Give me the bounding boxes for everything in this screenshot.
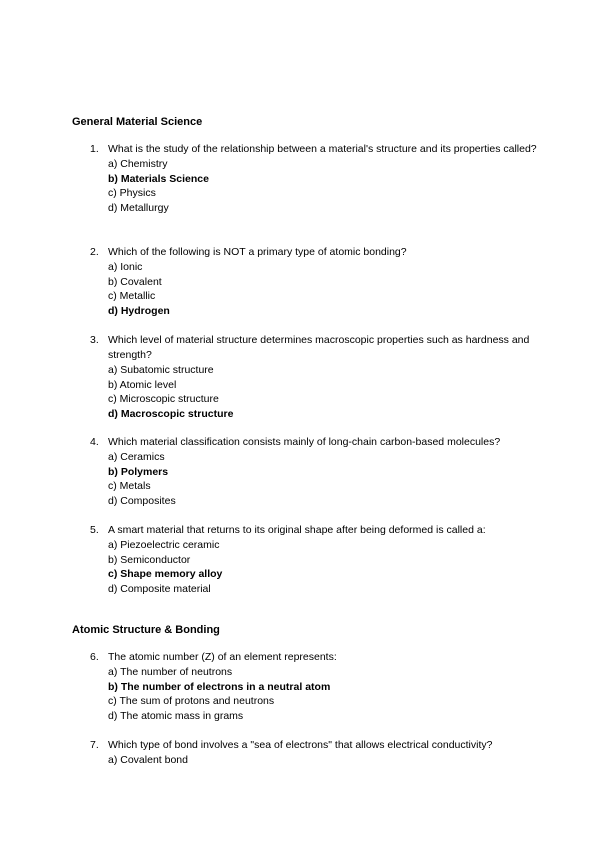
question-text: Which material classification consists mainly of long-chain carbon-based molecules? — [108, 436, 501, 448]
question-3 — [90, 333, 540, 421]
correct-option: d) Hydrogen — [108, 304, 170, 317]
option: a) Ionic — [108, 261, 143, 273]
question-number: 5. — [90, 524, 99, 536]
option: a) Ceramics — [108, 451, 165, 463]
correct-option: c) Shape memory alloy — [108, 568, 223, 581]
question-2 — [90, 245, 540, 318]
question-number: 4. — [90, 436, 99, 448]
question-6 — [90, 650, 540, 723]
option-list — [108, 753, 540, 768]
option-list — [108, 157, 540, 215]
option-list — [108, 450, 540, 508]
question-number: 7. — [90, 739, 99, 751]
question-4 — [90, 435, 540, 508]
option: b) Covalent — [108, 275, 162, 288]
question-number: 3. — [90, 334, 99, 346]
option: c) Metals — [108, 480, 151, 493]
option: d) The atomic mass in grams — [108, 709, 244, 722]
option: a) Subatomic structure — [108, 364, 214, 376]
option: a) Piezoelectric ceramic — [108, 539, 220, 551]
question-text: A smart material that returns to its original shape after being deformed is called a: — [108, 524, 486, 536]
question-number: 2. — [90, 246, 99, 258]
option: d) Composite material — [108, 582, 211, 595]
question-7 — [90, 738, 540, 768]
option: b) Atomic level — [108, 378, 177, 391]
option: d) Metallurgy — [108, 201, 169, 214]
question-text: Which of the following is NOT a primary type of atomic bonding? — [108, 246, 407, 258]
option-list — [108, 665, 540, 723]
question-text: Which type of bond involves a "sea of electrons" that allows electrical conductivity? — [108, 739, 493, 751]
section-heading-atomic: Atomic Structure & Bonding — [72, 624, 220, 636]
correct-option: b) The number of electrons in a neutral atom — [108, 680, 331, 693]
option-list — [108, 538, 540, 596]
option: b) Semiconductor — [108, 553, 191, 566]
option: c) Microscopic structure — [108, 393, 219, 406]
correct-option: d) Macroscopic structure — [108, 407, 234, 420]
option-list — [108, 260, 540, 318]
correct-option: b) Polymers — [108, 465, 169, 478]
option: a) Chemistry — [108, 158, 168, 170]
option-list — [108, 363, 540, 421]
question-text: What is the study of the relationship between a material's structure and its properties called? — [108, 143, 537, 155]
question-5 — [90, 523, 540, 596]
option: c) Physics — [108, 187, 156, 200]
option: a) Covalent bond — [108, 754, 188, 766]
question-1 — [90, 142, 540, 215]
option: d) Composites — [108, 494, 176, 507]
question-number: 1. — [90, 143, 99, 155]
option: c) Metallic — [108, 290, 156, 303]
section-heading-general: General Material Science — [72, 116, 203, 128]
option: c) The sum of protons and neutrons — [108, 695, 275, 708]
question-text: The atomic number (Z) of an element represents: — [108, 651, 337, 663]
question-number: 6. — [90, 651, 99, 663]
option: a) The number of neutrons — [108, 666, 233, 678]
correct-option: b) Materials Science — [108, 172, 209, 185]
question-text: Which level of material structure determines macroscopic properties such as hardness and strength? — [108, 334, 530, 361]
